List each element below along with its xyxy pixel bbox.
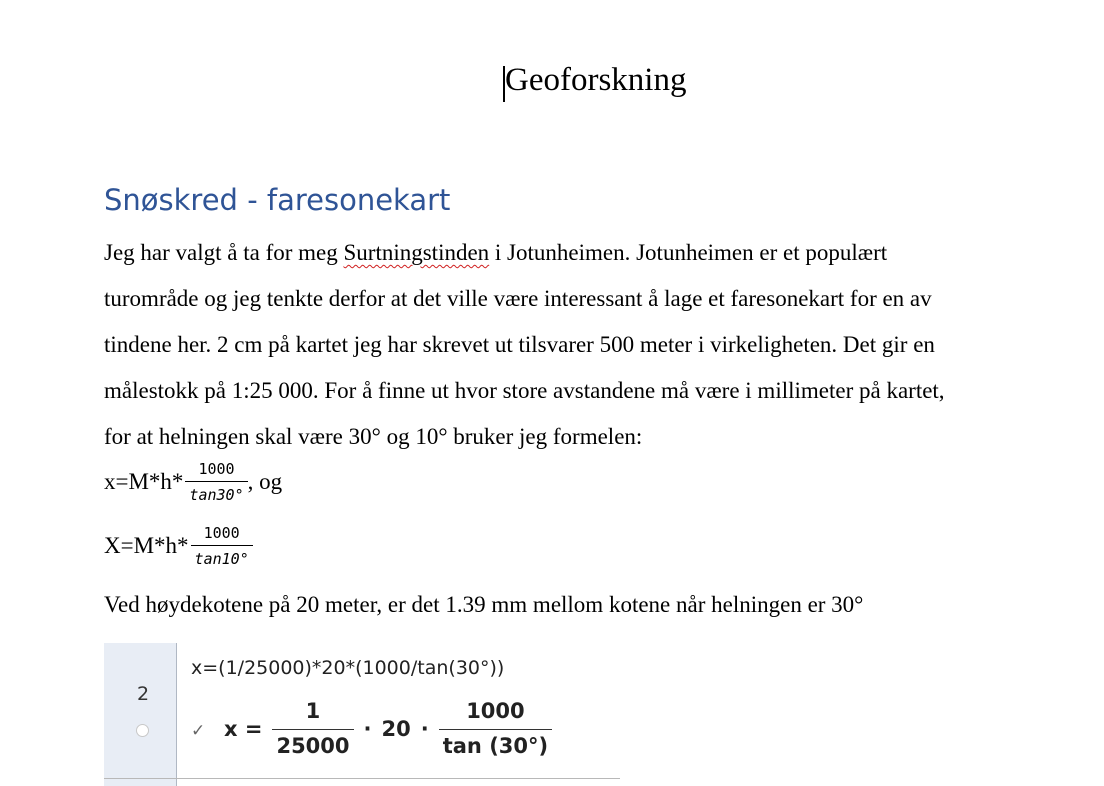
paragraph-line: for at helningen skal være 30° og 10° bruker jeg formelen: xyxy=(104,424,643,449)
misspelled-word[interactable]: Surtningstinden xyxy=(343,240,490,265)
fraction-denominator: 25000 xyxy=(272,729,353,758)
cas-row-gutter xyxy=(104,643,176,786)
result-sentence[interactable]: Ved høydekotene på 20 meter, er det 1.39 mm mellom kotene når helningen er 30° xyxy=(104,592,864,617)
fraction-numerator: 1000 xyxy=(466,699,525,723)
formula-lhs: x=M*h* xyxy=(104,469,184,494)
text-run: Jeg har valgt å ta for meg xyxy=(104,240,344,265)
formula-lhs: X=M*h* xyxy=(104,533,189,558)
document-title[interactable]: Geoforskning xyxy=(505,62,687,98)
cas-gutter-divider xyxy=(176,643,177,786)
check-icon: ✓ xyxy=(191,721,206,741)
cas-output-expression xyxy=(224,699,552,758)
multiply-dot: · xyxy=(363,716,372,741)
formula-30-degrees[interactable] xyxy=(104,460,282,504)
cas-visibility-toggle[interactable] xyxy=(136,724,149,737)
formula-tail: , og xyxy=(247,469,283,494)
fraction-numerator: 1000 xyxy=(203,524,240,542)
paragraph-line: turområde og jeg tenkte derfor at det ville være interessant å lage et faresonekart for en av xyxy=(104,286,932,311)
fraction-numerator: 1 xyxy=(305,699,321,723)
fraction-denominator: tan (30°) xyxy=(439,729,552,758)
output-factor: 20 xyxy=(381,716,411,741)
cas-row-number: 2 xyxy=(137,683,150,705)
paragraph-line: målestokk på 1:25 000. For å finne ut hvor store avstandene må være i millimeter på kartet, xyxy=(104,378,945,403)
formula-10-degrees[interactable] xyxy=(104,524,253,568)
cas-input-expression[interactable]: x=(1/25000)*20*(1000/tan(30°)) xyxy=(191,657,505,679)
fraction-denominator: tan10° xyxy=(191,545,253,568)
text-run: i Jotunheimen. Jotunheimen er et populært xyxy=(489,240,888,265)
body-paragraph[interactable] xyxy=(104,230,1084,460)
output-fraction-tan xyxy=(439,699,552,758)
paragraph-line: tindene her. 2 cm på kartet jeg har skrevet ut tilsvarer 500 meter i virkeligheten. Det gir en xyxy=(104,332,935,357)
fraction-numerator: 1000 xyxy=(198,460,235,478)
cas-view-panel[interactable] xyxy=(104,643,620,786)
output-lhs: x = xyxy=(224,716,263,741)
cas-row-divider xyxy=(104,778,620,779)
paragraph-line xyxy=(104,230,1084,276)
multiply-dot: · xyxy=(420,716,429,741)
output-fraction-scale xyxy=(272,699,353,758)
formula-fraction xyxy=(185,460,247,504)
section-heading[interactable]: Snøskred - faresonekart xyxy=(104,183,451,217)
fraction-denominator: tan30° xyxy=(185,481,247,504)
formula-fraction xyxy=(191,524,253,568)
